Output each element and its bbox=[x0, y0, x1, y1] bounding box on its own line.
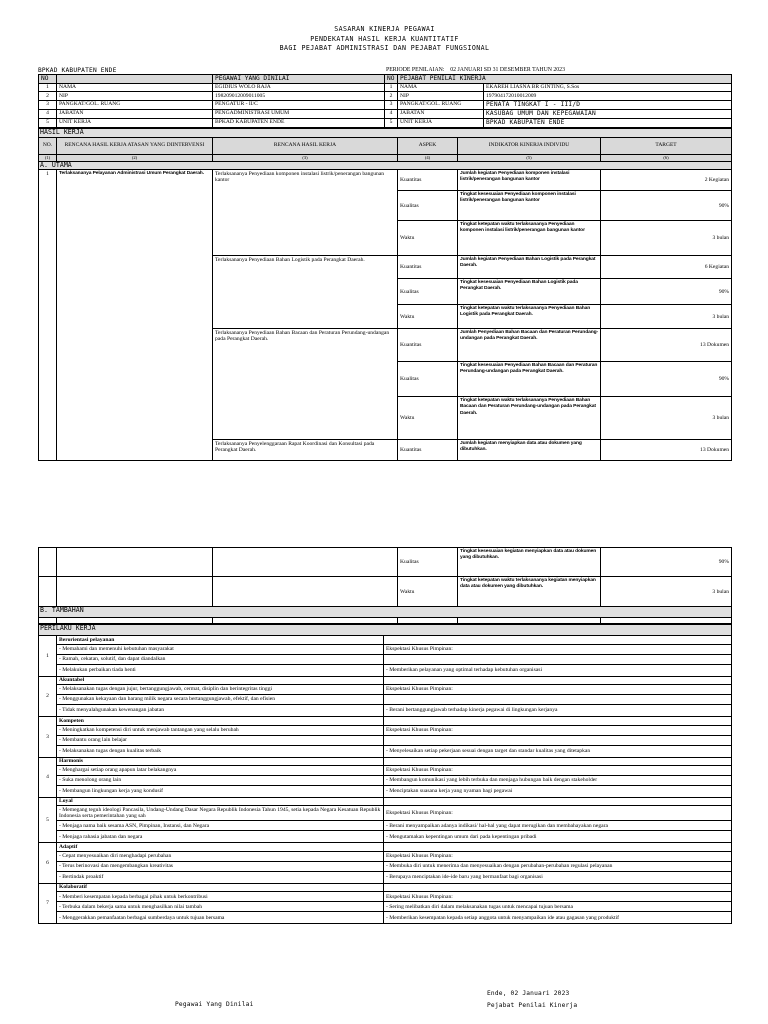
aspek: Kualitas bbox=[398, 191, 458, 221]
column-number: (3) bbox=[213, 154, 398, 161]
identity-row bbox=[39, 100, 732, 109]
behavior-point-row bbox=[39, 775, 732, 785]
target: 90% bbox=[601, 191, 732, 221]
target: 3 bulan bbox=[601, 305, 732, 329]
behavior-point: - Menjaga rahasia jabatan dan negara bbox=[57, 831, 384, 843]
behavior-no: 5 bbox=[39, 797, 57, 842]
indikator: Jumlah kegiatan Penyediaan komponen instalasi listrik/penerangan bangunan kantor bbox=[458, 170, 601, 191]
aspek: Kuantitas bbox=[398, 170, 458, 191]
behavior-point-row bbox=[39, 871, 732, 883]
behavior-point: - Membantu orang lain belajar bbox=[57, 735, 384, 745]
empty-cell bbox=[384, 735, 732, 745]
identity-value: BPKAD KABUPATEN ENDE bbox=[213, 118, 385, 127]
behavior-point-row bbox=[39, 664, 732, 676]
aspek: Kualitas bbox=[398, 279, 458, 305]
identity-value: EGIDIUS WOLO RAJA bbox=[213, 83, 385, 91]
aspek: Kuantitas bbox=[398, 440, 458, 461]
expectation: - Mengutamakan kepentingan umum dari pada kepentingan pribadi bbox=[384, 831, 732, 843]
behavior-point-row bbox=[39, 695, 732, 705]
doc-title: SASARAN KINERJA PEGAWAI bbox=[334, 25, 435, 33]
indikator: Tingkat kesesuaian kegiatan menyiapkan data atau dokumen yang dibutuhkan. bbox=[458, 548, 601, 577]
behavior-point: - Melakukan perbaikan tiada henti bbox=[57, 664, 384, 676]
expectation: - Memberikan pelayanan yang optimal terhadap kebutuhan organisasi bbox=[384, 664, 732, 676]
empty-cell bbox=[384, 717, 732, 725]
behavior-header bbox=[39, 636, 732, 644]
identity-value: 198209012009011005 bbox=[213, 92, 385, 100]
expectation: - Membuka diri untuk menerima dan menyesuaikan dengan perubahan-perubahan regulasi pelayanan bbox=[384, 861, 732, 871]
behavior-header bbox=[39, 843, 732, 851]
indikator: Tingkat kesesuaian Penyediaan Bahan Bacaan dan Peraturan Perundang-undangan pada Perangkat Daerah. bbox=[458, 362, 601, 397]
rencana-hasil-kerja: Terlaksananya Penyediaan komponen instalasi listrik/penerangan bangunan kantor bbox=[213, 170, 398, 256]
column-number: (6) bbox=[601, 154, 732, 161]
behavior-point: - Terbuka dalam bekerja sama untuk menghasilkan nilai tambah bbox=[57, 902, 384, 912]
identity-no: 4 bbox=[39, 109, 57, 118]
empty-cell bbox=[384, 843, 732, 851]
empty-cell bbox=[39, 548, 57, 577]
behavior-header bbox=[39, 757, 732, 765]
identity-no-right: 5 bbox=[385, 118, 398, 127]
hasil-kerja-title: HASIL KERJA bbox=[39, 128, 732, 137]
behavior-header bbox=[39, 676, 732, 684]
identity-no-right: 1 bbox=[385, 83, 398, 91]
identity-no-right: 2 bbox=[385, 92, 398, 100]
org-name: BPKAD KABUPATEN ENDE bbox=[38, 66, 117, 74]
behavior-name: Loyal bbox=[57, 797, 384, 805]
behavior-point: - Meningkatkan kompetensi diri untuk menjawab tantangan yang selalu berubah bbox=[57, 725, 384, 735]
hasil-kerja-continued bbox=[38, 547, 732, 624]
indicator-row bbox=[39, 577, 732, 607]
identity-row bbox=[39, 83, 732, 91]
behavior-point-row bbox=[39, 821, 732, 831]
identity-no: 2 bbox=[39, 92, 57, 100]
behavior-point-row bbox=[39, 785, 732, 797]
column-number: (4) bbox=[398, 154, 458, 161]
expectation: - Menciptakan suasana kerja yang nyaman bagi pegawai bbox=[384, 785, 732, 797]
behavior-name: Harmonis bbox=[57, 757, 384, 765]
indikator: Tingkat ketepatan waktu terlaksananya kegiatan menyiapkan data atau dokumen yang dibutuhkan. bbox=[458, 577, 601, 607]
behavior-name: Berorientasi pelayanan bbox=[57, 636, 384, 644]
identity-value: PENGATUR - II/C bbox=[213, 100, 385, 109]
behavior-point-row bbox=[39, 654, 732, 664]
behavior-point-row bbox=[39, 745, 732, 757]
target: 3 bulan bbox=[601, 577, 732, 607]
rencana-hasil-kerja: Terlaksananya Penyediaan Bahan Logistik pada Perangkat Daerah. bbox=[213, 256, 398, 329]
empty-cell bbox=[384, 654, 732, 664]
identity-no-right: 4 bbox=[385, 109, 398, 118]
column-header: ASPEK bbox=[398, 137, 458, 154]
behavior-point-row bbox=[39, 806, 732, 821]
indicator-row bbox=[39, 170, 732, 191]
aspek: Kualitas bbox=[398, 548, 458, 577]
tambahan-label: B. TAMBAHAN bbox=[39, 607, 732, 618]
empty-cell bbox=[384, 757, 732, 765]
identity-no-right: 3 bbox=[385, 100, 398, 109]
behavior-point: - Membangun lingkungan kerja yang kondusif bbox=[57, 785, 384, 797]
left-title: PEGAWAI YANG DINILAI bbox=[213, 74, 385, 83]
target: 90% bbox=[601, 548, 732, 577]
meta-table bbox=[38, 67, 731, 74]
period-label: PERIODE PENILAIAN: bbox=[386, 66, 445, 73]
behavior-point: - Cepat menyesuaikan diri menghadapi perubahan bbox=[57, 851, 384, 861]
identity-no: 5 bbox=[39, 118, 57, 127]
identity-no: 3 bbox=[39, 100, 57, 109]
identity-value-right: KASUBAG UMUM DAN KEPEGAWAIAN bbox=[484, 109, 732, 118]
expectation-label: Ekspektasi Khusus Pimpinan: bbox=[384, 765, 732, 775]
behavior-point: - Memberi kesempatan kepada berbagai pihak untuk berkontribusi bbox=[57, 892, 384, 902]
column-header: RENCANA HASIL KERJA ATASAN YANG DIINTERVENSI bbox=[57, 137, 213, 154]
aspek: Kuantitas bbox=[398, 329, 458, 362]
indikator: Tingkat ketepatan waktu terlaksananya Penyediaan Bahan Logistik pada Perangkat Daerah. bbox=[458, 305, 601, 329]
identity-no-header: NO bbox=[39, 74, 57, 83]
behavior-point: - Menjaga nama baik sesama ASN, Pimpinan, Instansi, dan Negara bbox=[57, 821, 384, 831]
behavior-point: - Memegang teguh ideologi Pancasila, Undang-Undang Dasar Negara Republik Indonesia Tahun 1945, setia kepada Negara Kesatuan Republik Indonesia serta pemerintahan yang sah bbox=[57, 806, 384, 821]
empty-cell bbox=[384, 883, 732, 891]
expectation: - Menyelesaikan setiap pekerjaan sesuai dengan target dan standar kualitas yang ditetapkan bbox=[384, 745, 732, 757]
behavior-point: - Suka menolong orang lain bbox=[57, 775, 384, 785]
empty-cell bbox=[213, 548, 398, 577]
column-number: (2) bbox=[57, 154, 213, 161]
expectation: - Berupaya menciptakan ide-ide baru yang bermanfaat bagi organisasi bbox=[384, 871, 732, 883]
behavior-point-row bbox=[39, 725, 732, 735]
right-title: PEJABAT PENILAI KINERJA bbox=[398, 74, 732, 83]
indikator: Tingkat kesesuaian Penyediaan komponen instalasi listrik/penerangan bangunan kantor bbox=[458, 191, 601, 221]
behavior-point-row bbox=[39, 861, 732, 871]
empty-cell bbox=[57, 577, 213, 607]
identity-label-right: UNIT KERJA bbox=[398, 118, 484, 127]
target: 90% bbox=[601, 362, 732, 397]
behavior-point-row bbox=[39, 685, 732, 695]
behavior-name: Adaptif bbox=[57, 843, 384, 851]
identity-row bbox=[39, 92, 732, 100]
identity-row bbox=[39, 118, 732, 127]
doc-subtitle-2: BAGI PEJABAT ADMINISTRASI DAN PEJABAT FUNGSIONAL bbox=[279, 44, 490, 52]
perilaku-table bbox=[38, 624, 732, 924]
expectation: - Memberikan kesempatan kepada setiap anggota untuk menyampaikan ide atau gagasan yang produktif bbox=[384, 912, 732, 924]
target: 3 bulan bbox=[601, 397, 732, 440]
utama-label: A. UTAMA bbox=[39, 161, 732, 170]
behavior-no: 3 bbox=[39, 717, 57, 757]
identity-value-right: 197904172010012009 bbox=[484, 92, 732, 100]
indikator: Jumlah kegiatan menyiapkan data atau dokumen yang dibutuhkan. bbox=[458, 440, 601, 461]
behavior-no: 6 bbox=[39, 843, 57, 883]
column-header: INDIKATOR KINERJA INDIVIDU bbox=[458, 137, 601, 154]
behavior-point: - Melaksanakan tugas dengan kualitas terbaik bbox=[57, 745, 384, 757]
behavior-point: - Ramah, cekatan, solutif, dan dapat diandalkan bbox=[57, 654, 384, 664]
aspek: Kualitas bbox=[398, 362, 458, 397]
expectation-label: Ekspektasi Khusus Pimpinan: bbox=[384, 851, 732, 861]
behavior-point: - Memahami dan memenuhi kebutuhan masyarakat bbox=[57, 644, 384, 654]
behavior-point: - Menggerakkan pemanfaatan berbagai sumberdaya untuk tujuan bersama bbox=[57, 912, 384, 924]
behavior-name: Kompeten bbox=[57, 717, 384, 725]
behavior-point: - Bertindak proaktif bbox=[57, 871, 384, 883]
column-header: RENCANA HASIL KERJA bbox=[213, 137, 398, 154]
doc-subtitle: PENDEKATAN HASIL KERJA KUANTITATIF bbox=[310, 34, 459, 43]
behavior-no: 1 bbox=[39, 636, 57, 676]
behavior-point-row bbox=[39, 892, 732, 902]
identity-value-right: BPKAD KABUPATEN ENDE bbox=[484, 118, 732, 127]
target: 6 Kegiatan bbox=[601, 256, 732, 279]
column-header: TARGET bbox=[601, 137, 732, 154]
empty-cell bbox=[384, 695, 732, 705]
identity-label-right: JABATAN bbox=[398, 109, 484, 118]
behavior-no: 7 bbox=[39, 883, 57, 923]
behavior-point-row bbox=[39, 831, 732, 843]
empty-cell bbox=[57, 548, 213, 577]
empty-cell bbox=[384, 676, 732, 684]
column-header: NO. bbox=[39, 137, 57, 154]
period-value: 02 JANUARI SD 31 DESEMBER TAHUN 2023 bbox=[450, 66, 565, 73]
identity-label: NIP bbox=[57, 92, 213, 100]
aspek: Kuantitas bbox=[398, 256, 458, 279]
identity-no: 1 bbox=[39, 83, 57, 91]
behavior-point-row bbox=[39, 912, 732, 924]
left-signatory: Pegawai Yang Dinilai bbox=[175, 1001, 254, 1008]
identity-table bbox=[38, 74, 732, 128]
expectation: - Membangun komunikasi yang lebih terbuka dan menjaga hubungan baik dengan stakeholder bbox=[384, 775, 732, 785]
place-date: Ende, 02 Januari 2023 bbox=[487, 990, 570, 997]
empty-cell bbox=[384, 636, 732, 644]
identity-label: NAMA bbox=[57, 83, 213, 91]
empty-cell bbox=[39, 577, 57, 607]
target: 2 Kegiatan bbox=[601, 170, 732, 191]
aspek: Waktu bbox=[398, 577, 458, 607]
expectation-label: Ekspektasi Khusus Pimpinan: bbox=[384, 806, 732, 821]
identity-label: PANGKAT/GOL. RUANG bbox=[57, 100, 213, 109]
expectation: - Berani bertanggungjawab terhadap kinerja pegawai di lingkungan kerjanya bbox=[384, 705, 732, 717]
column-number: (1) bbox=[39, 154, 57, 161]
indikator: Tingkat ketepatan waktu terlaksananya Penyediaan Bahan Bacaan dan Peraturan Perundang-undangan pada Perangkat Daerah. bbox=[458, 397, 601, 440]
behavior-header bbox=[39, 717, 732, 725]
identity-no-header-right: NO bbox=[385, 74, 398, 83]
expectation-label: Ekspektasi Khusus Pimpinan: bbox=[384, 892, 732, 902]
target: 3 bulan bbox=[601, 221, 732, 256]
right-signatory: Pejabat Penilai Kinerja bbox=[487, 1002, 578, 1009]
behavior-point: - Menghargai setiap orang apapun latar belakangnya bbox=[57, 765, 384, 775]
rencana-hasil-kerja: Terlaksananya Penyediaan Bahan Bacaan dan Peraturan Perundang-undangan pada Perangkat Daerah. bbox=[213, 329, 398, 440]
behavior-no: 4 bbox=[39, 757, 57, 797]
identity-label-right: PANGKAT/GOL. RUANG bbox=[398, 100, 484, 109]
expectation-label: Ekspektasi Khusus Pimpinan: bbox=[384, 644, 732, 654]
behavior-point-row bbox=[39, 902, 732, 912]
behavior-point-row bbox=[39, 644, 732, 654]
target: 90% bbox=[601, 279, 732, 305]
expectation: - Sering melibatkan diri dalam melaksanakan tugas untuk mencapai tujuan bersama bbox=[384, 902, 732, 912]
behavior-header bbox=[39, 797, 732, 805]
behavior-point: - Terus berinovasi dan mengembangkan kreativitas bbox=[57, 861, 384, 871]
indikator: Jumlah Penyediaan Bahan Bacaan dan Peraturan Perundang-undangan pada Perangkat Daerah. bbox=[458, 329, 601, 362]
identity-label-right: NIP bbox=[398, 92, 484, 100]
identity-value: PENGADMINISTRASI UMUM bbox=[213, 109, 385, 118]
rencana-hasil-kerja: Terlaksananya Penyelenggaraan Rapat Koordinasi dan Konsultasi pada Perangkat Daerah. bbox=[213, 440, 398, 461]
identity-label: UNIT KERJA bbox=[57, 118, 213, 127]
column-number: (5) bbox=[458, 154, 601, 161]
behavior-point-row bbox=[39, 705, 732, 717]
empty-cell bbox=[213, 577, 398, 607]
identity-label-right: NAMA bbox=[398, 83, 484, 91]
hasil-kerja-table bbox=[38, 128, 732, 461]
behavior-name: Akuntabel bbox=[57, 676, 384, 684]
atasan-no: 1 bbox=[39, 170, 57, 461]
identity-label: JABATAN bbox=[57, 109, 213, 118]
expectation-label: Ekspektasi Khusus Pimpinan: bbox=[384, 725, 732, 735]
aspek: Waktu bbox=[398, 397, 458, 440]
empty-cell bbox=[384, 797, 732, 805]
behavior-point-row bbox=[39, 851, 732, 861]
indikator: Tingkat ketepatan waktu terlaksananya Penyediaan komponen instalasi listrik/penerangan bangunan kantor bbox=[458, 221, 601, 256]
target: 13 Dokumen bbox=[601, 440, 732, 461]
aspek: Waktu bbox=[398, 305, 458, 329]
behavior-no: 2 bbox=[39, 676, 57, 716]
behavior-header bbox=[39, 883, 732, 891]
aspek: Waktu bbox=[398, 221, 458, 256]
behavior-point-row bbox=[39, 765, 732, 775]
indicator-row bbox=[39, 548, 732, 577]
indikator: Jumlah kegiatan Penyediaan Bahan Logistik pada Perangkat Daerah. bbox=[458, 256, 601, 279]
behavior-point: - Menggunakan kekayaan dan barang milik negara secara bertanggungjawab, efektif, dan efisien bbox=[57, 695, 384, 705]
identity-value-right: PENATA TINGKAT I - III/D bbox=[484, 100, 732, 109]
behavior-point: - Melaksanakan tugas dengan jujur, bertanggungjawab, cermat, disiplin dan berintegritas tinggi bbox=[57, 685, 384, 695]
behavior-point-row bbox=[39, 735, 732, 745]
behavior-point: - Tidak menyalahgunakan kewenangan jabatan bbox=[57, 705, 384, 717]
skp-sheet bbox=[38, 0, 731, 924]
atasan-plan: Terlaksananya Pelayanan Administrasi Umum Perangkat Daerah. bbox=[57, 170, 213, 461]
perilaku-title: PERILAKU KERJA bbox=[39, 625, 732, 636]
period bbox=[386, 67, 731, 74]
behavior-name: Kolaboratif bbox=[57, 883, 384, 891]
identity-row bbox=[39, 109, 732, 118]
expectation-label: Ekspektasi Khusus Pimpinan: bbox=[384, 685, 732, 695]
indikator: Tingkat kesesuaian Penyediaan Bahan Logistik pada Perangkat Daerah. bbox=[458, 279, 601, 305]
expectation: - Berani menyampaikan adanya indikasi/ hal-hal yang dapat merugikan dan membahayakan negara bbox=[384, 821, 732, 831]
target: 13 Dokumen bbox=[601, 329, 732, 362]
identity-value-right: EKAREH LIASNA BR GINTING, S.Sos bbox=[484, 83, 732, 91]
